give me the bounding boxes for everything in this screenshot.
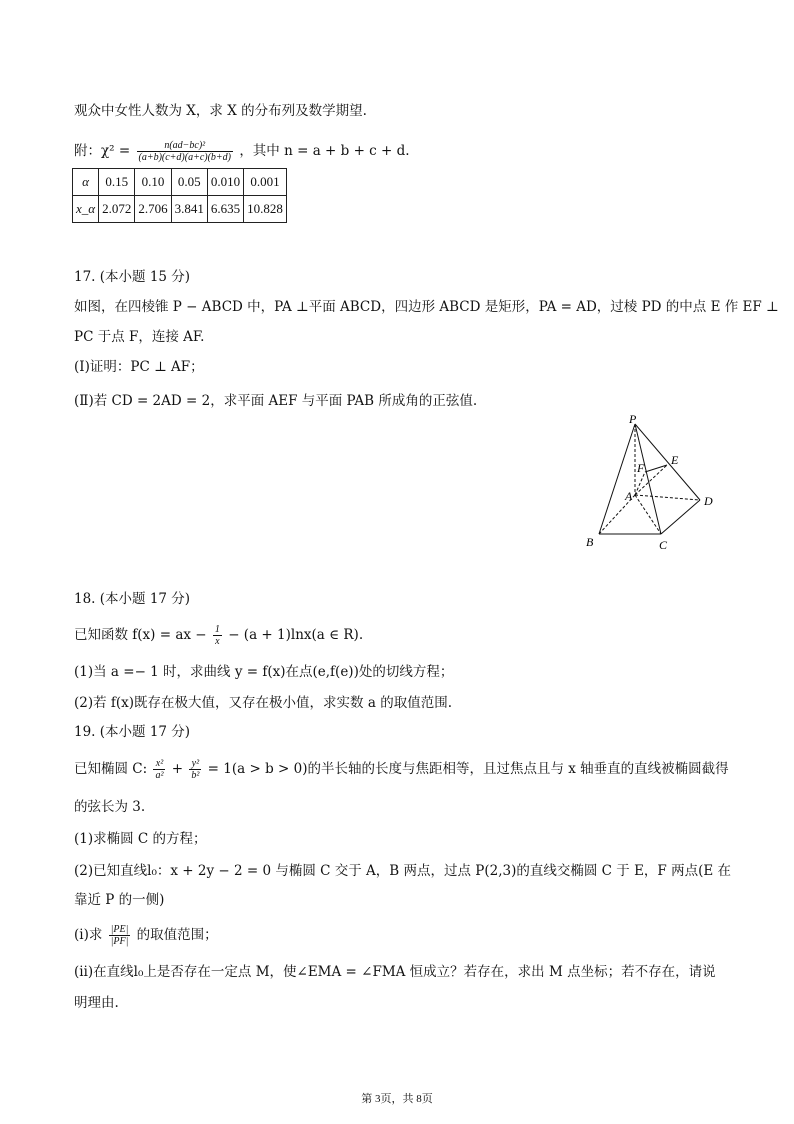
- table-cell: α: [73, 169, 99, 196]
- vertex-label-P: P: [629, 412, 637, 426]
- q19-part1: (1)求椭圆 C 的方程；: [74, 831, 207, 847]
- fraction-numerator: y²: [189, 758, 201, 770]
- q19-sub-ii-line2: 明理由.: [74, 995, 119, 1011]
- q18-part1: (1)当 a =− 1 时，求曲线 y = f(x)在点(e,f(e))处的切线方程；: [74, 664, 454, 680]
- page-footer: 第 3页，共 8页: [361, 1093, 433, 1105]
- table-cell: 0.010: [207, 169, 243, 196]
- table-cell: 6.635: [207, 196, 243, 223]
- q19-sub-i: [74, 922, 218, 948]
- sub-i-suffix: 的取值范围；: [136, 927, 218, 943]
- function-prefix: 已知函数 f(x) = ax −: [74, 627, 207, 643]
- q19-header: 19. (本小题 17 分): [74, 724, 191, 740]
- formula-numerator: n(ad−bc)²: [137, 140, 234, 152]
- formula-denominator: (a+b)(c+d)(a+c)(b+d): [138, 152, 232, 163]
- vertex-label-C: C: [659, 538, 668, 552]
- ellipse-suffix: = 1(a > b > 0)的半长轴的长度与焦距相等，且过焦点且与 x 轴垂直的直线被椭圆截得: [207, 761, 729, 777]
- fraction-numerator: 1: [214, 624, 220, 635]
- fraction-denominator: |PF|: [110, 936, 129, 947]
- table-cell: 0.15: [99, 169, 135, 196]
- q19-part2-line2: 靠近 P 的一侧): [74, 892, 165, 908]
- table-cell: 2.072: [99, 196, 135, 223]
- table-cell: 0.05: [171, 169, 207, 196]
- chi-square-formula: [74, 139, 410, 163]
- fraction-denominator: a²: [155, 770, 164, 781]
- q18-function-line: [74, 622, 363, 648]
- table-cell: 10.828: [244, 196, 287, 223]
- fraction-denominator: b²: [191, 770, 200, 781]
- table-cell: 0.10: [135, 169, 171, 196]
- fraction-numerator: x²: [153, 758, 165, 770]
- vertex-label-E: E: [671, 453, 679, 467]
- table-cell: 3.841: [171, 196, 207, 223]
- q17-header: 17. (本小题 15 分): [74, 269, 191, 285]
- plus-sign: +: [171, 761, 184, 777]
- function-suffix: − (a + 1)lnx(a ∈ R).: [228, 627, 364, 643]
- table-row-alpha: [73, 169, 287, 196]
- sub-i-prefix: (ⅰ)求: [74, 927, 103, 943]
- q17-part1: (Ⅰ)证明：PC ⊥ AF；: [74, 359, 204, 375]
- vertex-label-F: F: [637, 461, 645, 475]
- ellipse-fraction-x: [153, 758, 165, 781]
- table-row-x: [73, 196, 287, 223]
- sub-i-fraction: [109, 924, 131, 947]
- q18-part2: (2)若 f(x)既存在极大值，又存在极小值，求实数 a 的取值范围.: [74, 695, 452, 711]
- q19-sub-ii-line1: (ⅱ)在直线l₀上是否存在一定点 M，使∠EMA = ∠FMA 恒成立？若存在，求出 M 点坐标；若不存在，请说: [74, 964, 716, 980]
- q17-text-line2: PC 于点 F，连接 AF.: [74, 329, 205, 345]
- table-cell: 2.706: [135, 196, 171, 223]
- fraction-numerator: |PE|: [110, 924, 129, 935]
- fraction-denominator: x: [215, 636, 220, 647]
- q17-text-line1: 如图，在四棱锥 P − ABCD 中，PA ⊥平面 ABCD，四边形 ABCD 是矩形，PA = AD，过棱 PD 的中点 E 作 EF ⊥: [74, 299, 779, 315]
- ellipse-fraction-y: [189, 758, 201, 781]
- q19-part2-line1: (2)已知直线l₀：x + 2y − 2 = 0 与椭圆 C 交于 A，B 两点，过点 P(2,3)的直线交椭圆 C 于 E，F 两点(E 在: [74, 863, 732, 879]
- vertex-label-A: A: [625, 489, 633, 503]
- formula-fraction: [137, 140, 234, 163]
- table-cell: x_α: [73, 196, 99, 223]
- q19-ellipse-line: [74, 756, 729, 782]
- function-fraction: [213, 624, 222, 647]
- q16-question-text: 观众中女性人数为 X，求 X 的分布列及数学期望.: [74, 103, 367, 119]
- q18-header: 18. (本小题 17 分): [74, 591, 191, 607]
- critical-value-table: [72, 168, 287, 223]
- pyramid-figure: [575, 410, 725, 560]
- formula-suffix: ，其中 n = a + b + c + d.: [239, 143, 410, 159]
- vertex-label-D: D: [704, 494, 713, 508]
- table-cell: 0.001: [244, 169, 287, 196]
- formula-prefix: 附：χ² =: [74, 143, 131, 159]
- ellipse-prefix: 已知椭圆 C:: [74, 761, 148, 777]
- q19-text-line2: 的弦长为 3.: [74, 799, 146, 815]
- q17-part2: (Ⅱ)若 CD = 2AD = 2，求平面 AEF 与平面 PAB 所成角的正弦值.: [74, 393, 478, 409]
- vertex-label-B: B: [586, 535, 594, 549]
